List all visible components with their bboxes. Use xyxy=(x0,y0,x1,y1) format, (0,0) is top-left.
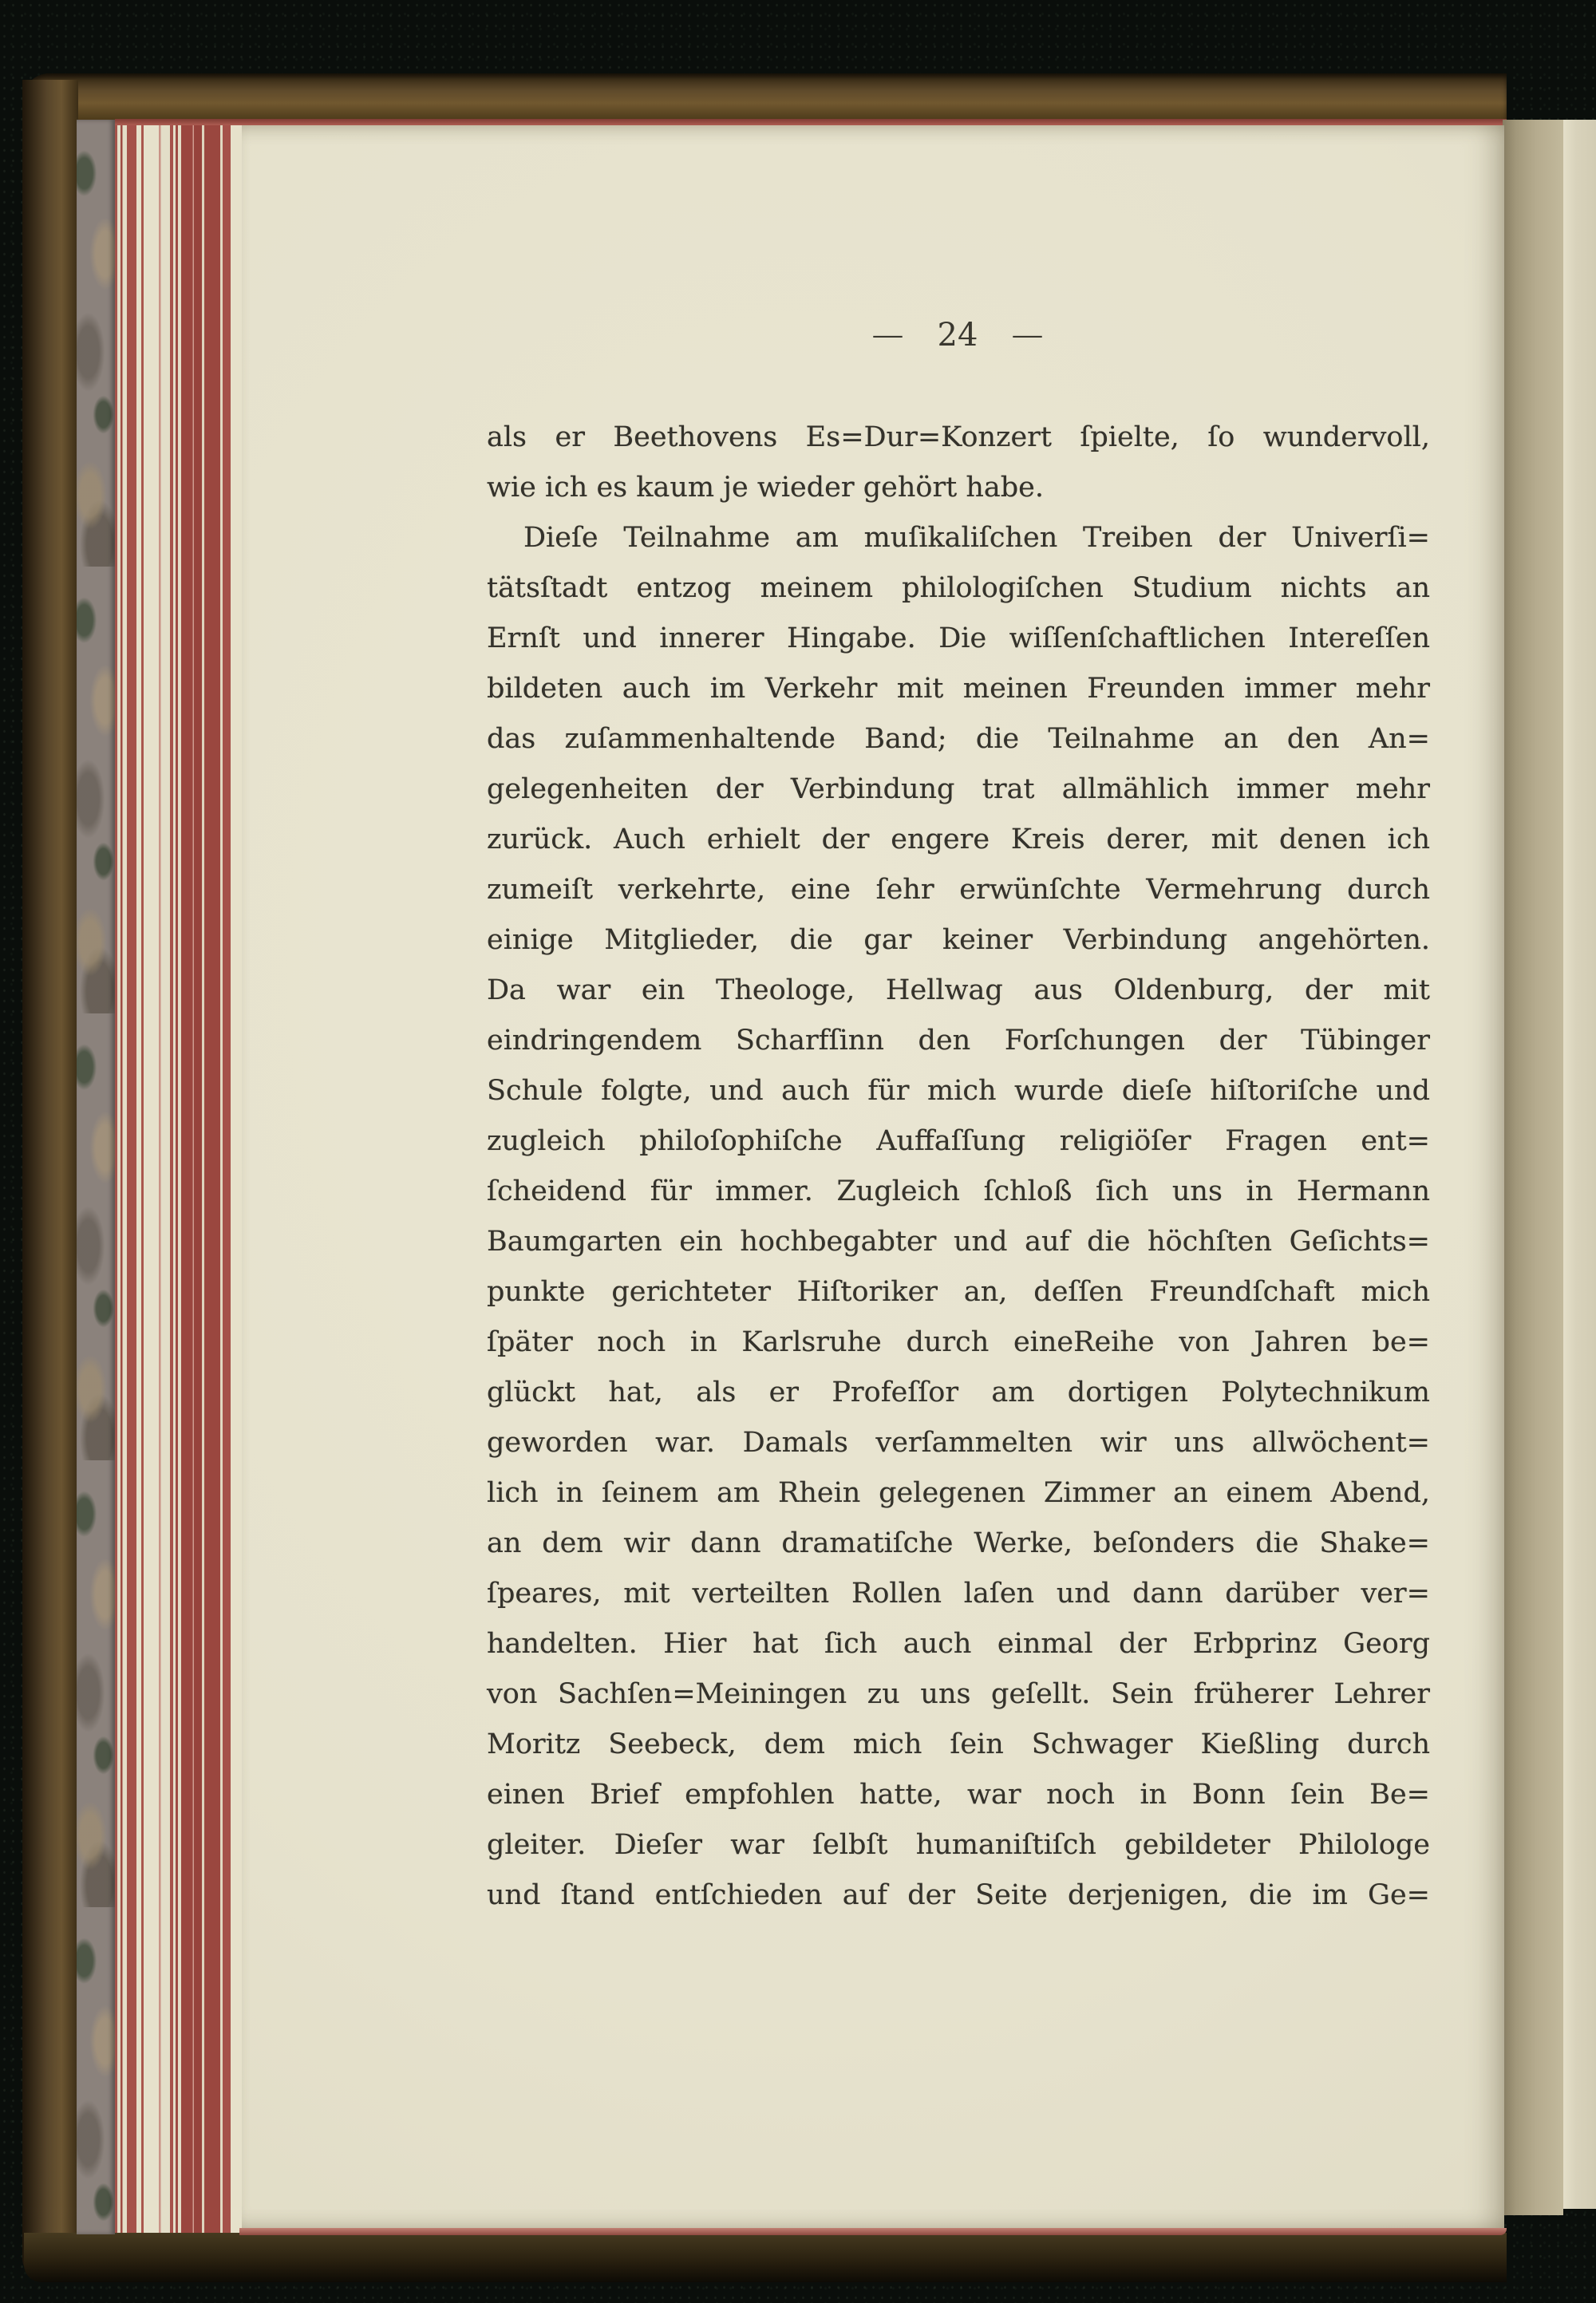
text-line: Ernſt und innerer Hingabe. Die wiſſenſchaftlichen Intereſſen xyxy=(487,622,1430,654)
book-cover-left-edge xyxy=(22,80,78,2279)
book-page xyxy=(242,125,1504,2229)
text-line: Baumgarten ein hochbegabter und auf die höchſten Geſichts= xyxy=(487,1226,1430,1258)
text-line: gleiter. Dieſer war ſelbſt humaniſtiſch gebildeter Philologe xyxy=(487,1829,1430,1861)
marbled-endpaper xyxy=(77,120,115,2234)
text-line: ſpäter noch in Karlsruhe durch eineReihe von Jahren be= xyxy=(487,1326,1430,1358)
text-line: von Sachſen=Meiningen zu uns geſellt. Sein früherer Lehrer xyxy=(487,1678,1430,1710)
text-line: ſcheidend für immer. Zugleich ſchloß ſich uns in Hermann xyxy=(487,1175,1430,1207)
text-line: ſpeares, mit verteilten Rollen laſen und dann darüber ver= xyxy=(487,1578,1430,1610)
text-line: handelten. Hier hat ſich auch einmal der Erbprinz Georg xyxy=(487,1628,1430,1660)
page-number-header xyxy=(487,317,1428,354)
text-line: punkte gerichteter Hiſtoriker an, deſſen Freundſchaft mich xyxy=(487,1276,1430,1308)
book-cover-top-edge xyxy=(22,73,1507,123)
text-line: Da war ein Theologe, Hellwag aus Oldenburg, der mit xyxy=(487,974,1430,1006)
text-line: Schule folgte, und auch für mich wurde dieſe hiſtoriſche und xyxy=(487,1075,1430,1107)
text-line: glückt hat, als er Profeſſor am dortigen Polytechnikum xyxy=(487,1377,1430,1408)
text-line: als er Beethovens Es=Dur=Konzert ſpielte, ſo wundervoll, xyxy=(487,421,1430,453)
text-line: und ſtand entſchieden auf der Seite derjenigen, die im Ge= xyxy=(487,1879,1430,1911)
text-line: an dem wir dann dramatiſche Werke, beſonders die Shake= xyxy=(487,1527,1430,1559)
text-line: zurück. Auch erhielt der engere Kreis derer, mit denen ich xyxy=(487,824,1430,855)
text-line: gelegenheiten der Verbindung trat allmählich immer mehr xyxy=(487,773,1430,805)
text-line: zugleich philoſophiſche Auffaſſung religiöſer Fragen ent= xyxy=(487,1125,1430,1157)
text-line: einige Mitglieder, die gar keiner Verbindung angehörten. xyxy=(487,924,1430,956)
text-line: geworden war. Damals verſammelten wir uns allwöchent= xyxy=(487,1427,1430,1459)
text-line: Dieſe Teilnahme am muſikaliſchen Treiben der Univerſi= xyxy=(523,522,1430,554)
page-curl-shadow xyxy=(1503,120,1563,2215)
body-text xyxy=(487,413,1430,1921)
text-line: Moritz Seebeck, dem mich ſein Schwager Kießling durch xyxy=(487,1728,1430,1760)
underlying-page-edge xyxy=(1563,120,1596,2209)
text-line: zumeiſt verkehrte, eine ſehr erwünſchte Vermehrung durch xyxy=(487,874,1430,906)
text-line: das zuſammenhaltende Band; die Teilnahme an den An= xyxy=(487,723,1430,755)
book-cover-bottom-edge xyxy=(24,2233,1507,2282)
text-line: einen Brief empfohlen hatte, war noch in Bonn ſein Be= xyxy=(487,1779,1430,1811)
text-line: eindringendem Scharfſinn den Forſchungen der Tübinger xyxy=(487,1025,1430,1057)
text-line: tätsſtadt entzog meinem philologiſchen Studium nichts an xyxy=(487,572,1430,604)
page-number: 24 xyxy=(937,317,978,354)
text-line: bildeten auch im Verkehr mit meinen Freunden immer mehr xyxy=(487,673,1430,705)
header-dash-right: — xyxy=(1011,320,1044,350)
page-top-red-edge xyxy=(115,119,1507,125)
page-fore-edges xyxy=(115,124,243,2233)
page-bottom-red-edge xyxy=(239,2228,1507,2235)
text-line: lich in ſeinem am Rhein gelegenen Zimmer an einem Abend, xyxy=(487,1477,1430,1509)
header-dash-left: — xyxy=(871,320,904,350)
text-line: wie ich es kaum je wieder gehört habe. xyxy=(487,472,1045,504)
